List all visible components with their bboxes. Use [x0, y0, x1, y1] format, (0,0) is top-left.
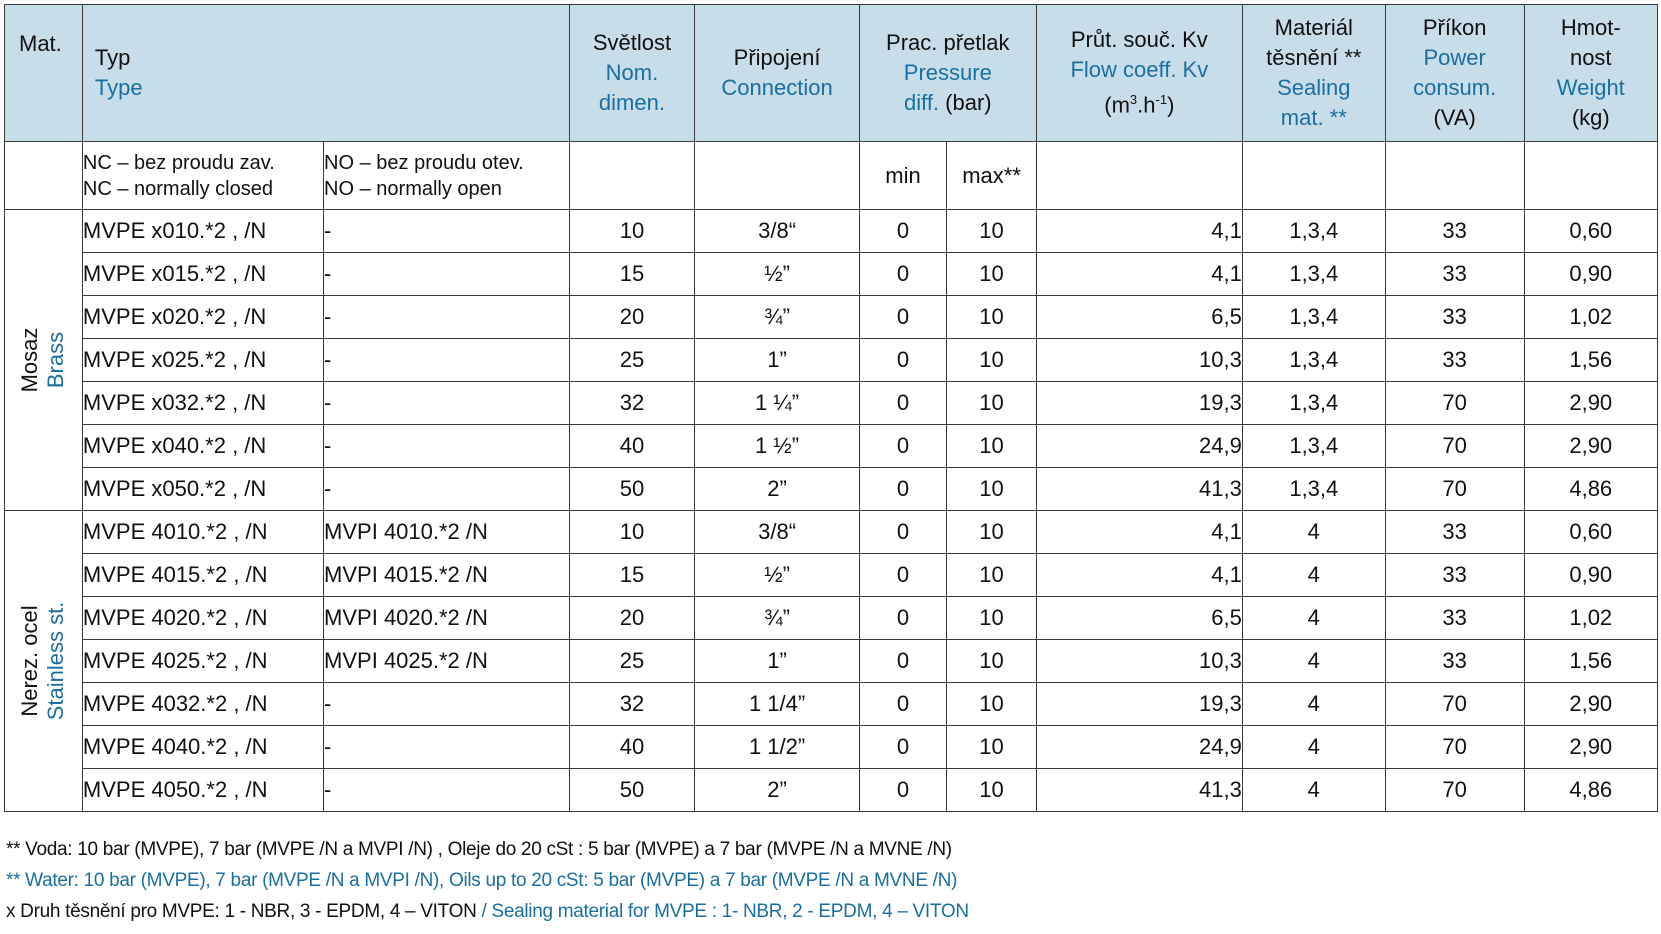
subheader-empty	[1524, 142, 1657, 210]
cell-connection: ½”	[695, 554, 859, 597]
header-flow-coefficient: Průt. souč. Kv Flow coeff. Kv $(m^3.h^{-1})$	[1036, 5, 1242, 142]
table-row	[5, 425, 1658, 468]
cell-power: 33	[1385, 597, 1524, 640]
cell-power: 33	[1385, 210, 1524, 253]
cell-power: 33	[1385, 554, 1524, 597]
subheader-empty	[1242, 142, 1385, 210]
cell-min: 0	[859, 726, 947, 769]
cell-kv: 10,3	[1036, 339, 1242, 382]
cell-min: 0	[859, 339, 947, 382]
cell-max: 10	[947, 640, 1037, 683]
footnote-sealing-cz: x Druh těsnění pro MVPE: 1 - NBR, 3 - EPDM, 4 – VITON	[6, 901, 477, 922]
cell-dn: 25	[569, 339, 695, 382]
table-row	[5, 554, 1658, 597]
footnote-water-en: ** Water: 10 bar (MVPE), 7 bar (MVPE /N a MVPI /N), Oils up to 20 cSt: 5 bar (MVPE) a 7 bar (MVPE /N a MVNE /N)	[6, 870, 958, 891]
cell-seal: 1,3,4	[1242, 296, 1385, 339]
table-row	[5, 597, 1658, 640]
table-row	[5, 511, 1658, 554]
cell-max: 10	[947, 210, 1037, 253]
cell-max: 10	[947, 597, 1037, 640]
cell-nc: MVPE 4015.*2 , /N	[82, 554, 323, 597]
cell-kv: 6,5	[1036, 296, 1242, 339]
cell-weight: 1,02	[1524, 597, 1657, 640]
cell-no: MVPI 4010.*2 /N	[324, 511, 569, 554]
cell-dn: 15	[569, 554, 695, 597]
cell-no: -	[324, 468, 569, 511]
cell-seal: 4	[1242, 769, 1385, 812]
cell-dn: 25	[569, 640, 695, 683]
cell-kv: 4,1	[1036, 554, 1242, 597]
subheader-max: max**	[947, 142, 1037, 210]
cell-no: -	[324, 253, 569, 296]
cell-min: 0	[859, 253, 947, 296]
cell-weight: 0,60	[1524, 210, 1657, 253]
cell-kv: 4,1	[1036, 511, 1242, 554]
cell-connection: 1”	[695, 640, 859, 683]
cell-nc: MVPE x015.*2 , /N	[82, 253, 323, 296]
cell-dn: 50	[569, 468, 695, 511]
cell-dn: 20	[569, 296, 695, 339]
cell-power: 33	[1385, 511, 1524, 554]
cell-connection: 1 ¼”	[695, 382, 859, 425]
cell-seal: 1,3,4	[1242, 339, 1385, 382]
cell-seal: 1,3,4	[1242, 468, 1385, 511]
cell-dn: 40	[569, 726, 695, 769]
table-row	[5, 339, 1658, 382]
cell-nc: MVPE 4040.*2 , /N	[82, 726, 323, 769]
table-row	[5, 640, 1658, 683]
group-label-brass: Mosaz Brass	[5, 210, 83, 511]
cell-weight: 2,90	[1524, 726, 1657, 769]
cell-min: 0	[859, 468, 947, 511]
group-label-stainless: Nerez. ocel Stainless st.	[5, 511, 83, 812]
cell-weight: 2,90	[1524, 425, 1657, 468]
cell-connection: ½”	[695, 253, 859, 296]
header-row	[5, 5, 1658, 142]
cell-power: 33	[1385, 339, 1524, 382]
cell-kv: 41,3	[1036, 468, 1242, 511]
cell-weight: 1,56	[1524, 640, 1657, 683]
subheader-row	[5, 142, 1658, 210]
cell-dn: 20	[569, 597, 695, 640]
cell-weight: 0,60	[1524, 511, 1657, 554]
cell-kv: 19,3	[1036, 382, 1242, 425]
cell-max: 10	[947, 468, 1037, 511]
table-row	[5, 253, 1658, 296]
cell-weight: 2,90	[1524, 683, 1657, 726]
header-mat: Mat.	[5, 5, 83, 142]
cell-min: 0	[859, 597, 947, 640]
cell-nc: MVPE 4025.*2 , /N	[82, 640, 323, 683]
cell-weight: 1,56	[1524, 339, 1657, 382]
table-row	[5, 468, 1658, 511]
cell-no: MVPI 4015.*2 /N	[324, 554, 569, 597]
cell-connection: 1 1/4”	[695, 683, 859, 726]
cell-power: 33	[1385, 253, 1524, 296]
subheader-empty	[1036, 142, 1242, 210]
cell-max: 10	[947, 769, 1037, 812]
cell-connection: 3/8“	[695, 210, 859, 253]
cell-nc: MVPE 4050.*2 , /N	[82, 769, 323, 812]
header-type: Typ Type	[82, 5, 569, 142]
cell-nc: MVPE x025.*2 , /N	[82, 339, 323, 382]
cell-max: 10	[947, 339, 1037, 382]
cell-no: -	[324, 726, 569, 769]
header-sealing-material: Materiál těsnění ** Sealing mat. **	[1242, 5, 1385, 142]
cell-weight: 4,86	[1524, 468, 1657, 511]
table-row	[5, 769, 1658, 812]
cell-dn: 50	[569, 769, 695, 812]
cell-seal: 4	[1242, 511, 1385, 554]
cell-kv: 41,3	[1036, 769, 1242, 812]
header-power-consumption: Příkon Power consum. (VA)	[1385, 5, 1524, 142]
subheader-empty	[1385, 142, 1524, 210]
cell-power: 70	[1385, 769, 1524, 812]
subheader-empty	[569, 142, 695, 210]
cell-min: 0	[859, 554, 947, 597]
cell-connection: 2”	[695, 769, 859, 812]
cell-nc: MVPE x050.*2 , /N	[82, 468, 323, 511]
cell-max: 10	[947, 253, 1037, 296]
cell-kv: 4,1	[1036, 210, 1242, 253]
cell-power: 33	[1385, 296, 1524, 339]
cell-min: 0	[859, 511, 947, 554]
header-connection: Připojení Connection	[695, 5, 859, 142]
cell-nc: MVPE 4020.*2 , /N	[82, 597, 323, 640]
cell-kv: 24,9	[1036, 425, 1242, 468]
cell-seal: 4	[1242, 597, 1385, 640]
header-pressure: Prac. přetlak Pressure diff. (bar)	[859, 5, 1036, 142]
cell-weight: 0,90	[1524, 253, 1657, 296]
cell-power: 70	[1385, 382, 1524, 425]
cell-weight: 0,90	[1524, 554, 1657, 597]
cell-dn: 15	[569, 253, 695, 296]
header-weight: Hmot- nost Weight (kg)	[1524, 5, 1657, 142]
cell-no: -	[324, 769, 569, 812]
cell-max: 10	[947, 683, 1037, 726]
cell-power: 70	[1385, 425, 1524, 468]
cell-dn: 10	[569, 511, 695, 554]
cell-kv: 24,9	[1036, 726, 1242, 769]
cell-seal: 4	[1242, 726, 1385, 769]
cell-seal: 1,3,4	[1242, 382, 1385, 425]
cell-dn: 10	[569, 210, 695, 253]
cell-no: -	[324, 296, 569, 339]
cell-nc: MVPE x032.*2 , /N	[82, 382, 323, 425]
valve-spec-table	[4, 4, 1658, 812]
cell-max: 10	[947, 382, 1037, 425]
cell-nc: MVPE 4032.*2 , /N	[82, 683, 323, 726]
cell-nc: MVPE x020.*2 , /N	[82, 296, 323, 339]
cell-power: 70	[1385, 468, 1524, 511]
cell-no: MVPI 4020.*2 /N	[324, 597, 569, 640]
footnote-water-cz: ** Voda: 10 bar (MVPE), 7 bar (MVPE /N a MVPI /N) , Oleje do 20 cSt : 5 bar (MVPE) a 7 bar (MVPE /N a MVNE /N)	[6, 839, 952, 860]
cell-weight: 2,90	[1524, 382, 1657, 425]
footnote-sealing-en: / Sealing material for MVPE : 1- NBR, 2 - EPDM, 4 – VITON	[476, 901, 969, 922]
table-row	[5, 296, 1658, 339]
cell-min: 0	[859, 210, 947, 253]
cell-power: 70	[1385, 683, 1524, 726]
table-body	[5, 142, 1658, 812]
cell-connection: 1 ½”	[695, 425, 859, 468]
cell-seal: 4	[1242, 640, 1385, 683]
cell-nc: MVPE x010.*2 , /N	[82, 210, 323, 253]
cell-connection: ¾”	[695, 597, 859, 640]
cell-max: 10	[947, 296, 1037, 339]
cell-no: -	[324, 683, 569, 726]
cell-min: 0	[859, 769, 947, 812]
cell-max: 10	[947, 511, 1037, 554]
cell-max: 10	[947, 554, 1037, 597]
cell-kv: 19,3	[1036, 683, 1242, 726]
cell-dn: 40	[569, 425, 695, 468]
cell-seal: 1,3,4	[1242, 253, 1385, 296]
cell-connection: 3/8“	[695, 511, 859, 554]
cell-power: 33	[1385, 640, 1524, 683]
cell-max: 10	[947, 726, 1037, 769]
cell-min: 0	[859, 382, 947, 425]
subheader-empty	[695, 142, 859, 210]
cell-nc: MVPE x040.*2 , /N	[82, 425, 323, 468]
table-row	[5, 683, 1658, 726]
cell-max: 10	[947, 425, 1037, 468]
cell-seal: 4	[1242, 683, 1385, 726]
cell-dn: 32	[569, 683, 695, 726]
cell-dn: 32	[569, 382, 695, 425]
subheader-nc: NC – bez proudu zav. NC – normally closed	[82, 142, 323, 210]
cell-no: -	[324, 210, 569, 253]
footnote-sealing	[6, 901, 969, 923]
subheader-no: NO – bez proudu otev. NO – normally open	[324, 142, 569, 210]
cell-power: 70	[1385, 726, 1524, 769]
cell-min: 0	[859, 296, 947, 339]
cell-no: MVPI 4025.*2 /N	[324, 640, 569, 683]
cell-min: 0	[859, 640, 947, 683]
cell-seal: 1,3,4	[1242, 210, 1385, 253]
cell-weight: 4,86	[1524, 769, 1657, 812]
subheader-min: min	[859, 142, 947, 210]
cell-connection: 2”	[695, 468, 859, 511]
cell-nc: MVPE 4010.*2 , /N	[82, 511, 323, 554]
header-nominal-dimension: Světlost Nom. dimen.	[569, 5, 695, 142]
cell-no: -	[324, 382, 569, 425]
cell-connection: ¾”	[695, 296, 859, 339]
cell-kv: 10,3	[1036, 640, 1242, 683]
cell-min: 0	[859, 683, 947, 726]
cell-min: 0	[859, 425, 947, 468]
cell-kv: 4,1	[1036, 253, 1242, 296]
cell-kv: 6,5	[1036, 597, 1242, 640]
cell-connection: 1 1/2”	[695, 726, 859, 769]
cell-no: -	[324, 339, 569, 382]
cell-seal: 1,3,4	[1242, 425, 1385, 468]
table-row	[5, 210, 1658, 253]
cell-seal: 4	[1242, 554, 1385, 597]
table-row	[5, 726, 1658, 769]
subheader-empty	[5, 142, 83, 210]
cell-connection: 1”	[695, 339, 859, 382]
cell-weight: 1,02	[1524, 296, 1657, 339]
table-row	[5, 382, 1658, 425]
cell-no: -	[324, 425, 569, 468]
